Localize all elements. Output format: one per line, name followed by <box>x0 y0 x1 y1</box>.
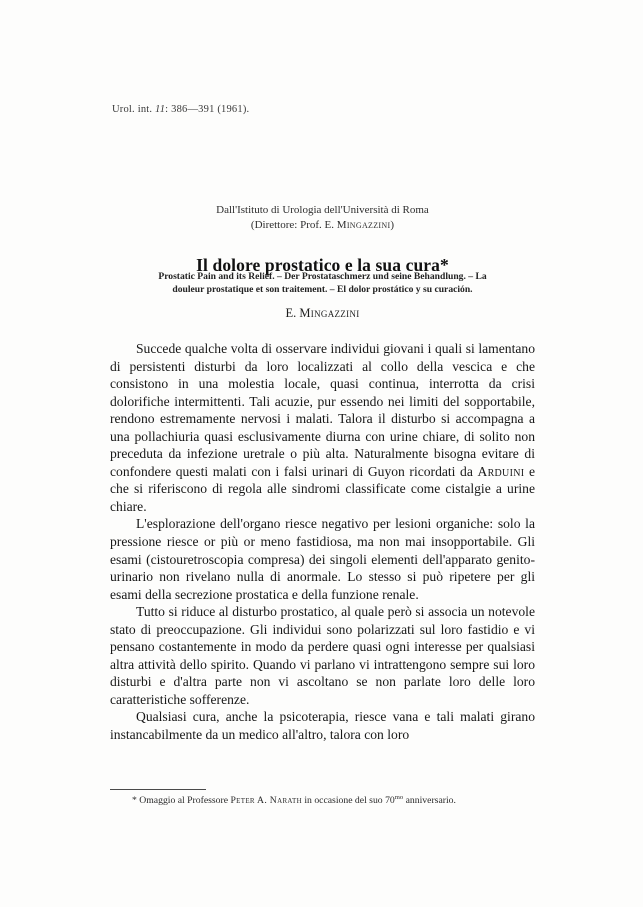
institute-director <box>110 218 535 232</box>
article-title: Il dolore prostatico e la sua cura* <box>196 254 449 275</box>
footnote-honoree-name: Peter A. Narath <box>230 795 302 806</box>
institute-name: Dall'Istituto di Urologia dell'Università di Roma <box>216 204 429 216</box>
subtitle-line-1: Prostatic Pain and its Relief. – Der Prostataschmerz und seine Behandlung. – La <box>158 271 487 282</box>
journal-name: Urol. int. <box>112 104 153 115</box>
footnote-tail: anniversario. <box>403 795 456 806</box>
paragraph-text: Succede qualche volta di osservare individui giovani i quali si lamentano di persistenti disturbi da loro localizzati al collo della vescica e che consistono in una molestia locale, quasi continua, interrotta da crisi dolorifiche intermittenti. Tali acuzie, pur essendo nei limiti del sopportabile, rendono estremamente nervosi i malati. Talora il disturbo si accompagna a una pollachiuria quasi esclusivamente diurna con urine chiare, di solito non preceduta da infezione uretrale o più alta. Naturalmente bisogna evitare di confondere questi malati con i falsi urinari di Guyon ricordati da <box>110 341 535 479</box>
footnote-text <box>110 794 535 807</box>
footnote-separator-rule <box>110 789 206 790</box>
ordinal-superscript: mo <box>394 793 404 801</box>
footnote-lead: Omaggio al Professore <box>139 795 231 806</box>
journal-reference <box>112 104 249 115</box>
director-prefix: (Direttore: Prof. E. <box>250 219 337 231</box>
paragraph-text: L'esplorazione dell'organo riesce negativo per lesioni organiche: solo la pressione riesce or più or meno fastidiosa, ma non mai insopportabile. Gli esami (cistouretroscopia compresa) dei singoli elementi dell'apparato genito-urinario non rivelano nulla di anormale. Lo stesso si può ripetere per gli esami della secrezione prostatica e della funzione renale. <box>110 516 535 602</box>
cited-author-name: Arduini <box>477 463 525 479</box>
paragraph-text: Tutto si riduce al disturbo prostatico, al quale però si associa un notevole stato di preoccupazione. Gli individui sono polarizzati sul loro fastidio e vi pensano costantemente in modo da perdere quasi ogni interesse per qualsiasi altra attività dello spirito. Quando vi parlano vi intrattengono sempre sui loro disturbi e d'altra parte non vi ascoltano se non parlate loro delle loro caratteristiche sofferenze. <box>110 604 535 707</box>
paragraph <box>110 515 535 603</box>
footnote-marker: * <box>132 795 140 806</box>
subtitle-line-2: douleur prostatique et son traitement. – El dolor prostático y su curación. <box>172 283 473 295</box>
author-byline <box>110 306 535 321</box>
footnote-middle: in occasione del suo 70 <box>301 795 395 806</box>
director-suffix: ) <box>390 219 395 231</box>
paragraph <box>110 603 535 708</box>
paragraph-text-continued: e che si riferiscono di regola alle sindromi classificate come cistalgie a urine chiare. <box>110 463 535 514</box>
director-name: Mingazzini <box>336 219 391 231</box>
paragraph-text: Qualsiasi cura, anche la psicoterapia, riesce vana e tali malati girano instancabilmente da un medico all'altro, talora con loro <box>110 709 535 743</box>
author-surname: Mingazzini <box>299 306 360 320</box>
multilingual-subtitle <box>110 271 535 296</box>
journal-volume: 11 <box>155 104 166 115</box>
footnote-area <box>110 789 535 807</box>
paragraph <box>110 340 535 515</box>
affiliation-block <box>110 203 535 232</box>
paragraph <box>110 708 535 743</box>
journal-pages: : 386—391 (1961). <box>165 104 250 115</box>
article-body <box>110 340 535 744</box>
author-initial: E. <box>285 306 300 320</box>
